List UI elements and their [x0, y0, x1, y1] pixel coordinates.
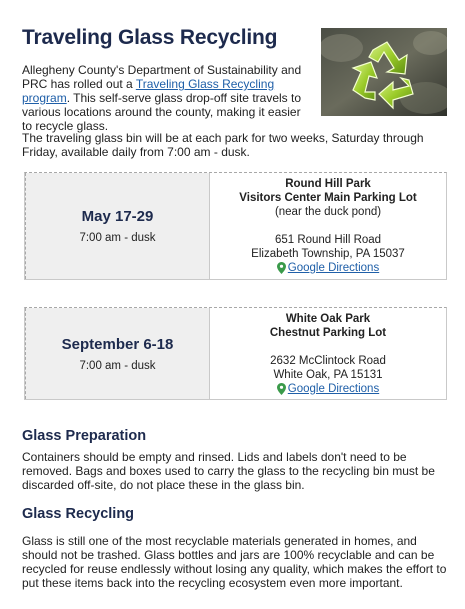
address-cell: [210, 308, 446, 399]
parking-lot: Visitors Center Main Parking Lot: [239, 192, 417, 204]
glass-preparation-heading: Glass Preparation: [22, 428, 147, 444]
city-state-zip: White Oak, PA 15131: [273, 368, 383, 381]
glass-recycling-heading: Glass Recycling: [22, 506, 135, 522]
hours: 7:00 am - dusk: [79, 359, 156, 372]
date-cell: [25, 308, 210, 399]
location-card-white-oak: [24, 307, 447, 400]
glass-recycling-text: Glass is still one of the most recyclable materials generated in homes, and should not be trashed. Glass bottles and jars are 100% recyclable and can be recycled for reuse endlessly without losing any quality, which makes the effort to put these items back into the recycling ecosystem even more important.: [22, 534, 447, 590]
street-address: 2632 McClintock Road: [270, 354, 386, 367]
street-address: 651 Round Hill Road: [274, 234, 382, 246]
city-state-zip: Elizabeth Township, PA 15037: [251, 248, 405, 260]
date-range: May 17-29: [81, 208, 154, 225]
park-name: White Oak Park: [285, 312, 371, 325]
page-title: Traveling Glass Recycling: [22, 26, 278, 49]
date-cell: [25, 173, 210, 279]
directions-label: Google Directions: [287, 382, 380, 395]
date-range: September 6-18: [61, 335, 174, 353]
location-card-round-hill: [24, 172, 447, 280]
program-link[interactable]: Traveling Glass Recycling program: [22, 77, 275, 105]
google-directions-link[interactable]: [277, 261, 379, 275]
map-pin-icon: [277, 383, 286, 395]
map-pin-icon: [277, 262, 286, 274]
park-name: Round Hill Park: [285, 178, 371, 190]
google-directions-link[interactable]: [277, 382, 379, 396]
parking-lot: Chestnut Parking Lot: [269, 326, 387, 339]
location-note: (near the duck pond): [274, 206, 382, 218]
recycle-symbol-image: [321, 28, 447, 116]
intro-text-end: . This self-serve glass drop-off site travels to various locations around the county, making it easier to recycle glass.: [22, 91, 302, 133]
intro-text-start: Allegheny County's Department of Sustainability and PRC has rolled out a: [22, 63, 302, 91]
hours: 7:00 am - dusk: [79, 232, 156, 244]
directions-label: Google Directions: [287, 262, 380, 274]
intro-paragraph: [22, 63, 312, 133]
schedule-paragraph: The traveling glass bin will be at each park for two weeks, Saturday through Friday, available daily from 7:00 am - dusk.: [22, 131, 424, 159]
glass-preparation-text: Containers should be empty and rinsed. Lids and labels don't need to be removed. Bags and boxes used to carry the glass to the recycling bin must be discarded off-site, do not place these in the glass bin.: [22, 450, 435, 492]
address-cell: [210, 173, 446, 279]
